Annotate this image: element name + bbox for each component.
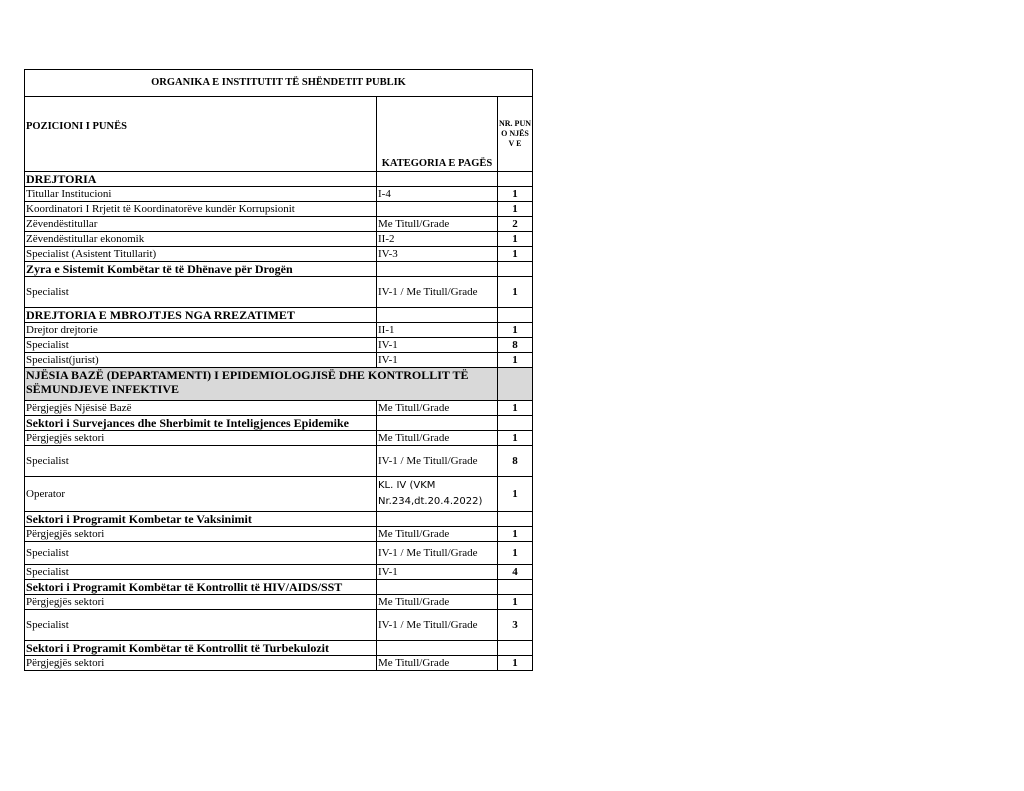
category-cell: IV-3 bbox=[377, 247, 498, 262]
section-row bbox=[25, 262, 533, 277]
count-cell: 1 bbox=[498, 431, 533, 446]
document-page bbox=[24, 69, 532, 671]
position-cell: Titullar Institucioni bbox=[25, 187, 377, 202]
section-row bbox=[25, 512, 533, 527]
table-row bbox=[25, 477, 533, 512]
table-row bbox=[25, 431, 533, 446]
position-cell: Përgjegjës Njësisë Bazë bbox=[25, 401, 377, 416]
position-cell: Specialist bbox=[25, 338, 377, 353]
department-label: NJËSIA BAZË (DEPARTAMENTI) I EPIDEMIOLOGJISË DHE KONTROLLIT TË SËMUNDJEVE INFEKTIVE bbox=[25, 368, 498, 401]
category-cell: Me Titull/Grade bbox=[377, 595, 498, 610]
position-cell: Përgjegjës sektori bbox=[25, 431, 377, 446]
header-count: NR. PUNO NJËSV E bbox=[498, 97, 533, 172]
empty-cell bbox=[498, 308, 533, 323]
table-row bbox=[25, 542, 533, 565]
section-label: Sektori i Survejances dhe Sherbimit te Inteligjences Epidemike bbox=[25, 416, 377, 431]
section-label: Sektori i Programit Kombëtar të Kontrollit të Turbekulozit bbox=[25, 641, 377, 656]
position-cell: Operator bbox=[25, 477, 377, 512]
count-cell: 1 bbox=[498, 527, 533, 542]
count-cell: 4 bbox=[498, 565, 533, 580]
empty-cell bbox=[498, 580, 533, 595]
category-cell: IV-1 bbox=[377, 338, 498, 353]
table-row bbox=[25, 401, 533, 416]
table-row bbox=[25, 217, 533, 232]
header-category: KATEGORIA E PAGËS bbox=[377, 97, 498, 172]
category-cell: KL. IV (VKM Nr.234,dt.20.4.2022) bbox=[377, 477, 498, 512]
count-cell: 1 bbox=[498, 401, 533, 416]
table-row bbox=[25, 527, 533, 542]
table-header-row bbox=[25, 97, 533, 172]
section-label: Sektori i Programit Kombetar te Vaksinimit bbox=[25, 512, 377, 527]
section-row bbox=[25, 580, 533, 595]
empty-cell bbox=[377, 580, 498, 595]
category-cell: IV-1 bbox=[377, 565, 498, 580]
position-cell: Specialist(jurist) bbox=[25, 353, 377, 368]
position-cell: Specialist bbox=[25, 277, 377, 308]
category-cell: IV-1 / Me Titull/Grade bbox=[377, 277, 498, 308]
table-row bbox=[25, 247, 533, 262]
count-cell: 1 bbox=[498, 232, 533, 247]
table-row bbox=[25, 446, 533, 477]
category-cell: IV-1 / Me Titull/Grade bbox=[377, 610, 498, 641]
category-cell: Me Titull/Grade bbox=[377, 217, 498, 232]
table-row bbox=[25, 323, 533, 338]
count-cell: 1 bbox=[498, 595, 533, 610]
empty-cell bbox=[498, 368, 533, 401]
category-cell: IV-1 / Me Titull/Grade bbox=[377, 542, 498, 565]
category-cell: Me Titull/Grade bbox=[377, 527, 498, 542]
position-cell: Zëvendëstitullar bbox=[25, 217, 377, 232]
empty-cell bbox=[498, 262, 533, 277]
staffing-table bbox=[24, 69, 533, 671]
position-cell: Përgjegjës sektori bbox=[25, 595, 377, 610]
count-cell: 3 bbox=[498, 610, 533, 641]
empty-cell bbox=[377, 641, 498, 656]
table-row bbox=[25, 338, 533, 353]
table-title: ORGANIKA E INSTITUTIT TË SHËNDETIT PUBLIK bbox=[25, 70, 533, 97]
table-row bbox=[25, 565, 533, 580]
position-cell: Përgjegjës sektori bbox=[25, 527, 377, 542]
count-cell: 1 bbox=[498, 202, 533, 217]
position-cell: Specialist (Asistent Titullarit) bbox=[25, 247, 377, 262]
table-row bbox=[25, 277, 533, 308]
count-cell: 1 bbox=[498, 542, 533, 565]
empty-cell bbox=[377, 512, 498, 527]
section-row bbox=[25, 416, 533, 431]
empty-cell bbox=[377, 416, 498, 431]
category-cell: Me Titull/Grade bbox=[377, 401, 498, 416]
position-cell: Përgjegjës sektori bbox=[25, 656, 377, 671]
count-cell: 8 bbox=[498, 446, 533, 477]
category-cell: I-4 bbox=[377, 187, 498, 202]
department-row bbox=[25, 368, 533, 401]
count-cell: 2 bbox=[498, 217, 533, 232]
empty-cell bbox=[377, 262, 498, 277]
count-cell: 1 bbox=[498, 477, 533, 512]
count-cell: 1 bbox=[498, 187, 533, 202]
category-cell: IV-1 bbox=[377, 353, 498, 368]
section-row bbox=[25, 308, 533, 323]
section-row bbox=[25, 172, 533, 187]
position-cell: Koordinatori I Rrjetit të Koordinatorëve kundër Korrupsionit bbox=[25, 202, 377, 217]
empty-cell bbox=[498, 641, 533, 656]
count-cell: 1 bbox=[498, 247, 533, 262]
section-label: DREJTORIA bbox=[25, 172, 377, 187]
table-row bbox=[25, 187, 533, 202]
position-cell: Specialist bbox=[25, 565, 377, 580]
header-position: POZICIONI I PUNËS bbox=[25, 97, 377, 172]
empty-cell bbox=[498, 416, 533, 431]
table-row bbox=[25, 353, 533, 368]
section-row bbox=[25, 641, 533, 656]
category-cell: Me Titull/Grade bbox=[377, 656, 498, 671]
category-cell: Me Titull/Grade bbox=[377, 431, 498, 446]
count-cell: 1 bbox=[498, 277, 533, 308]
empty-cell bbox=[498, 172, 533, 187]
count-cell: 1 bbox=[498, 323, 533, 338]
position-cell: Specialist bbox=[25, 610, 377, 641]
count-cell: 1 bbox=[498, 656, 533, 671]
table-row bbox=[25, 232, 533, 247]
category-cell: II-1 bbox=[377, 323, 498, 338]
empty-cell bbox=[498, 512, 533, 527]
category-cell bbox=[377, 202, 498, 217]
position-cell: Zëvendëstitullar ekonomik bbox=[25, 232, 377, 247]
table-row bbox=[25, 595, 533, 610]
count-cell: 8 bbox=[498, 338, 533, 353]
category-cell: IV-1 / Me Titull/Grade bbox=[377, 446, 498, 477]
table-row bbox=[25, 656, 533, 671]
position-cell: Specialist bbox=[25, 446, 377, 477]
section-label: DREJTORIA E MBROJTJES NGA RREZATIMET bbox=[25, 308, 377, 323]
position-cell: Drejtor drejtorie bbox=[25, 323, 377, 338]
count-cell: 1 bbox=[498, 353, 533, 368]
empty-cell bbox=[377, 172, 498, 187]
position-cell: Specialist bbox=[25, 542, 377, 565]
section-label: Sektori i Programit Kombëtar të Kontrollit të HIV/AIDS/SST bbox=[25, 580, 377, 595]
section-label: Zyra e Sistemit Kombëtar të të Dhënave për Drogën bbox=[25, 262, 377, 277]
table-row bbox=[25, 610, 533, 641]
empty-cell bbox=[377, 308, 498, 323]
table-title-row bbox=[25, 70, 533, 97]
table-row bbox=[25, 202, 533, 217]
category-cell: II-2 bbox=[377, 232, 498, 247]
